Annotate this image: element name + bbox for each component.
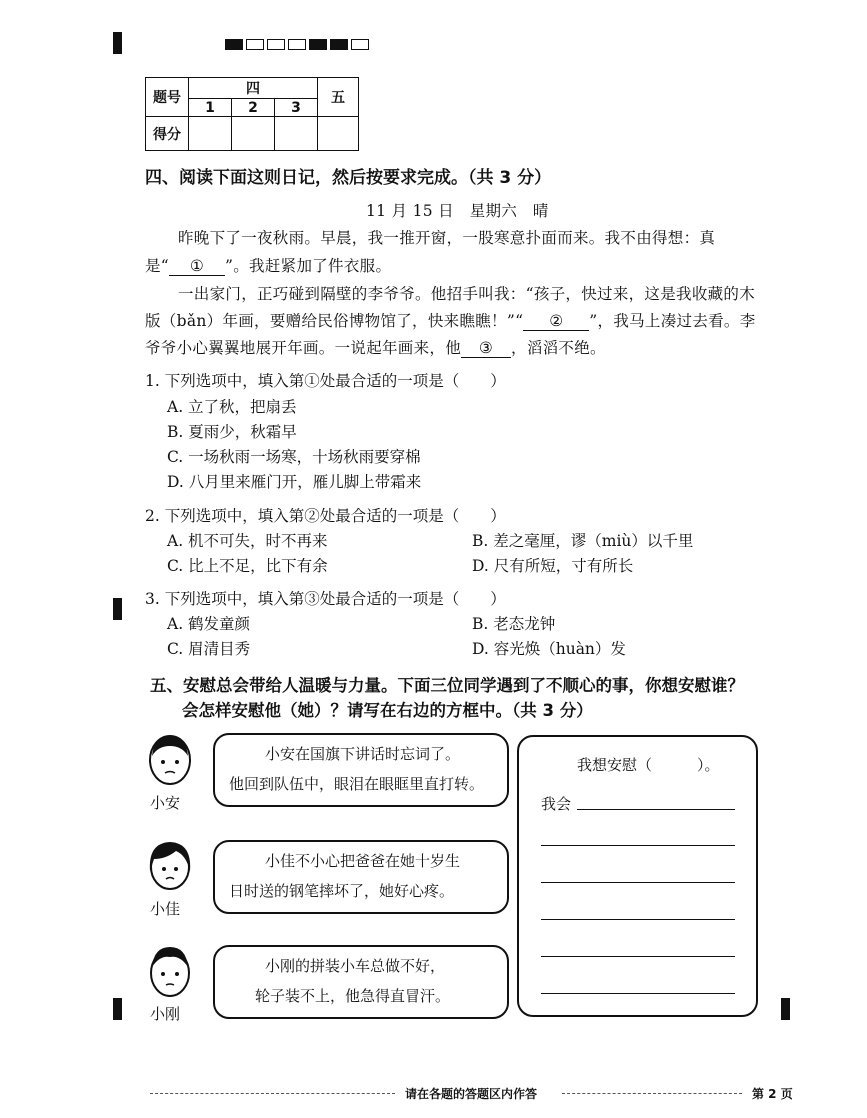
question-1-stem: 1. 下列选项中，填入第①处最合适的一项是（ ） [145, 372, 506, 390]
student-2-text-line-1: 小佳不小心把爸爸在她十岁生 [265, 852, 461, 870]
question-3-option-b[interactable]: B. 老态龙钟 [472, 615, 556, 633]
diary-paragraph-2-line-1: 一出家门，正巧碰到隔壁的李爷爷。他招手叫我：“孩子，快过来，这是我收藏的木 [178, 285, 756, 303]
score-table-sub-number: 2 [232, 99, 275, 117]
blank-2[interactable]: ② [523, 312, 589, 331]
registration-mark-bottom-left [113, 998, 122, 1020]
omr-code-boxes [225, 39, 369, 50]
code-box [225, 39, 243, 50]
student-3-text-line-2: 轮子装不上，他急得直冒汗。 [255, 987, 451, 1005]
answer-box-prefix: 我会 [541, 795, 572, 813]
boy-face-icon [146, 943, 194, 999]
text-fragment: ，滔滔不绝。 [511, 339, 606, 357]
score-cell[interactable] [275, 117, 318, 151]
question-1-option-d[interactable]: D. 八月里来雁门开，雁儿脚上带霜来 [167, 473, 422, 491]
code-box [267, 39, 285, 50]
text-fragment: 是“ [145, 257, 170, 275]
code-box [309, 39, 327, 50]
answer-box-title: 我想安慰（ ）。 [577, 756, 720, 774]
page-number: 第 2 页 [752, 1087, 793, 1101]
answer-box[interactable] [517, 735, 758, 1017]
question-2-option-a[interactable]: A. 机不可失，时不再来 [167, 532, 328, 550]
question-3-option-a[interactable]: A. 鹤发童颜 [167, 615, 251, 633]
diary-paragraph-1-line-2 [145, 254, 391, 276]
answer-line[interactable] [541, 993, 735, 994]
code-box [288, 39, 306, 50]
score-table [145, 77, 359, 151]
answer-line[interactable] [541, 882, 735, 883]
answer-line[interactable] [541, 845, 735, 846]
girl-face-icon [146, 837, 194, 893]
answer-line[interactable] [577, 809, 735, 810]
answer-line[interactable] [541, 956, 735, 957]
student-1-card [213, 733, 509, 807]
diary-paragraph-2-line-3 [145, 336, 606, 358]
question-1-option-c[interactable]: C. 一场秋雨一场寒，十场秋雨要穿棉 [167, 448, 421, 466]
blank-1[interactable]: ① [169, 257, 225, 276]
student-1-text-line-1: 小安在国旗下讲话时忘词了。 [265, 745, 461, 763]
score-table-section-four: 四 [189, 78, 318, 99]
student-2-card [213, 840, 509, 914]
student-3-card [213, 945, 509, 1019]
text-fragment: ”，我马上凑过去看。李 [589, 312, 756, 330]
footer-note: 请在各题的答题区内作答 [405, 1087, 538, 1101]
score-table-sub-number: 1 [189, 99, 232, 117]
question-1-option-b[interactable]: B. 夏雨少，秋霜早 [167, 423, 297, 441]
text-fragment: 版（bǎn）年画，要赠给民俗博物馆了，快来瞧瞧！”“ [145, 312, 524, 330]
registration-mark-left-middle [113, 598, 122, 620]
section-four-title: 四、阅读下面这则日记，然后按要求完成。（共 3 分） [145, 168, 552, 188]
student-name: 小安 [150, 794, 181, 812]
score-table-header-label: 题号 [146, 78, 189, 117]
diary-date-line: 11 月 15 日 星期六 晴 [366, 202, 549, 220]
code-box [351, 39, 369, 50]
question-2-option-d[interactable]: D. 尺有所短，寸有所长 [472, 557, 634, 575]
score-cell[interactable] [318, 117, 359, 151]
question-2-stem: 2. 下列选项中，填入第②处最合适的一项是（ ） [145, 507, 506, 525]
section-five-title-line-1: 五、安慰总会带给人温暖与力量。下面三位同学遇到了不顺心的事，你想安慰谁？ [150, 676, 744, 695]
registration-mark-bottom-right [781, 998, 790, 1020]
question-2-option-b[interactable]: B. 差之毫厘，谬（miù）以千里 [472, 532, 694, 550]
code-box [330, 39, 348, 50]
student-2-text-line-2: 日时送的钢笔摔坏了，她好心疼。 [229, 882, 455, 900]
section-five-title-line-2: 会怎样安慰他（她）？请写在右边的方框中。（共 3 分） [182, 701, 593, 720]
score-cell[interactable] [189, 117, 232, 151]
diary-paragraph-2-line-2 [145, 309, 756, 331]
question-3-option-d[interactable]: D. 容光焕（huàn）发 [472, 640, 626, 658]
student-1-text-line-2: 他回到队伍中，眼泪在眼眶里直打转。 [229, 775, 485, 793]
score-cell[interactable] [232, 117, 275, 151]
boy-face-icon [146, 730, 194, 788]
student-3-text-line-1: 小刚的拼装小车总做不好， [265, 957, 446, 975]
answer-line[interactable] [541, 919, 735, 920]
registration-mark-top-left [113, 32, 122, 54]
question-3-option-c[interactable]: C. 眉清目秀 [167, 640, 251, 658]
score-table-section-five: 五 [318, 78, 359, 117]
student-name: 小佳 [150, 900, 181, 918]
blank-3[interactable]: ③ [461, 339, 511, 358]
text-fragment: ”。我赶紧加了件衣服。 [225, 257, 392, 275]
diary-paragraph-1-line-1: 昨晚下了一夜秋雨。早晨，我一推开窗，一股寒意扑面而来。我不由得想：真 [178, 229, 716, 247]
score-table-sub-number: 3 [275, 99, 318, 117]
code-box [246, 39, 264, 50]
text-fragment: 爷爷小心翼翼地展开年画。一说起年画来，他 [145, 339, 462, 357]
score-table-score-label: 得分 [146, 117, 189, 151]
question-1-option-a[interactable]: A. 立了秋，把扇丢 [167, 398, 297, 416]
footer-dashed-line [150, 1093, 395, 1094]
question-2-option-c[interactable]: C. 比上不足，比下有余 [167, 557, 328, 575]
question-3-stem: 3. 下列选项中，填入第③处最合适的一项是（ ） [145, 590, 506, 608]
student-name: 小刚 [150, 1005, 181, 1023]
footer-dashed-line [562, 1093, 742, 1094]
